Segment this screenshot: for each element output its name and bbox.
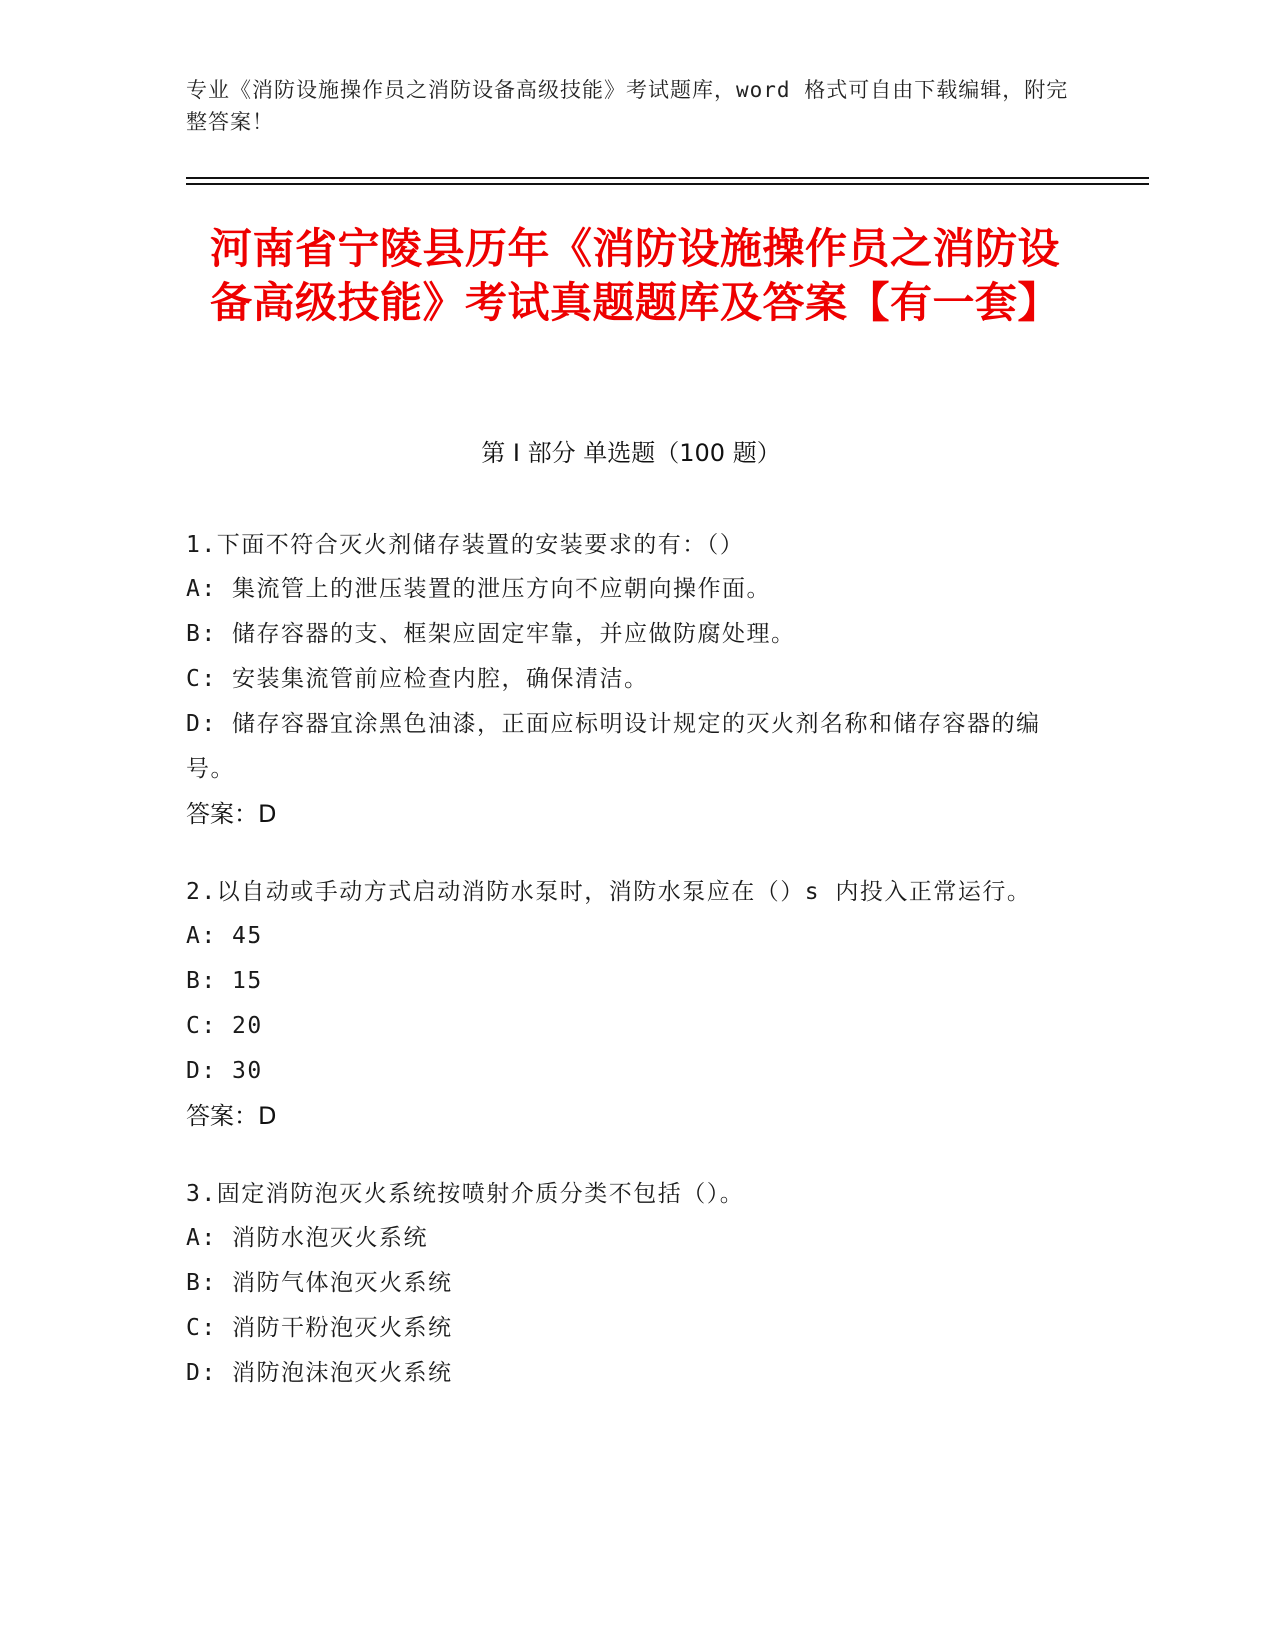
option-c: C: 消防干粉泡灭火系统 xyxy=(186,1315,453,1341)
option-a: A: 45 xyxy=(186,923,263,949)
option-d: D: 储存容器宜涂黑色油漆，正面应标明设计规定的灭火剂名称和储存容器的编号。 xyxy=(186,711,1041,782)
answer-line: 答案：D xyxy=(186,800,277,828)
question-1 xyxy=(186,524,1076,837)
option-c: C: 安装集流管前应检查内腔，确保清洁。 xyxy=(186,666,649,692)
option-d: D: 30 xyxy=(186,1058,263,1084)
header-divider-top xyxy=(186,177,1149,179)
option-c: C: 20 xyxy=(186,1013,263,1039)
option-b: B: 15 xyxy=(186,968,263,994)
header-divider-bottom xyxy=(186,183,1149,185)
question-stem: 3.固定消防泡灭火系统按喷射介质分类不包括（）。 xyxy=(186,1181,745,1207)
section-title: 第 I 部分 单选题（100 题） xyxy=(481,439,781,467)
option-b: B: 储存容器的支、框架应固定牢靠，并应做防腐处理。 xyxy=(186,621,796,647)
option-d: D: 消防泡沫泡灭火系统 xyxy=(186,1360,453,1386)
header-note: 专业《消防设施操作员之消防设备高级技能》考试题库，word 格式可自由下载编辑，附完整答案！ xyxy=(186,78,1069,134)
question-list xyxy=(186,524,1076,1430)
question-stem: 2.以自动或手动方式启动消防水泵时，消防水泵应在（）s 内投入正常运行。 xyxy=(186,879,1032,905)
option-a: A: 消防水泡灭火系统 xyxy=(186,1225,429,1251)
answer-line: 答案：D xyxy=(186,1102,277,1130)
question-2 xyxy=(186,871,1076,1139)
option-a: A: 集流管上的泄压装置的泄压方向不应朝向操作面。 xyxy=(186,576,772,602)
option-b: B: 消防气体泡灭火系统 xyxy=(186,1270,453,1296)
question-stem: 1.下面不符合灭火剂储存装置的安装要求的有：（） xyxy=(186,532,745,558)
document-title: 河南省宁陵县历年《消防设施操作员之消防设备高级技能》考试真题题库及答案【有一套】 xyxy=(209,224,1060,327)
question-3 xyxy=(186,1173,1076,1396)
